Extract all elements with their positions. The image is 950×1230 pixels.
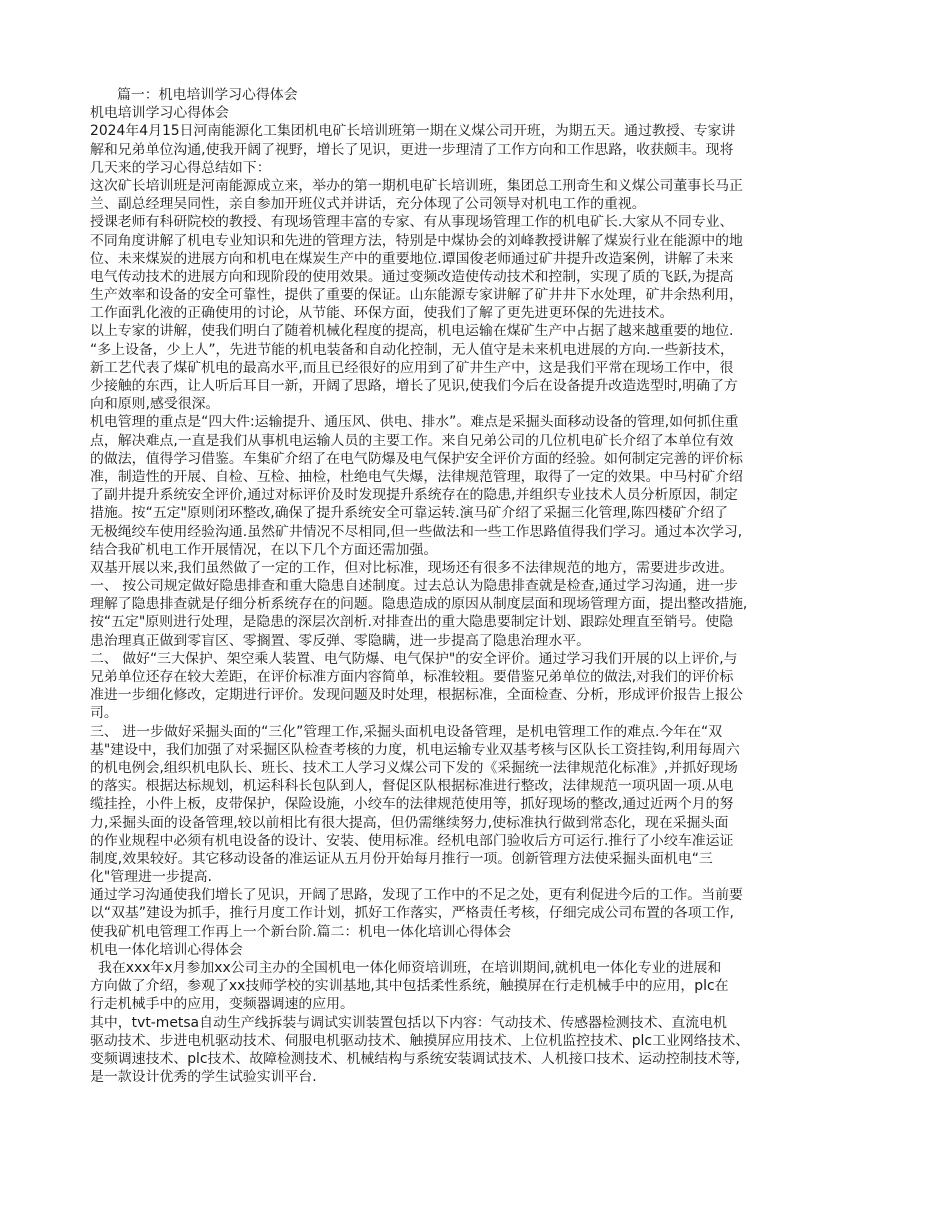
text-line: 司。 [90, 705, 118, 722]
text-line: 机电管理的重点是“四大件:运输提升、通压风、供电、排水”。难点是采掘头面移动设备的管理,如何抓住重 [90, 414, 739, 431]
text-line: 按“五定"原则进行处理，是隐患的深层次剖析.对排查出的重大隐患要制定计划、跟踪处理直至销号。使隐 [90, 614, 734, 631]
text-line: 缆挂拴，小件上板，皮带保护，保险设施，小绞车的法律规范使用等，抓好现场的整改,通过近两个月的努 [90, 796, 734, 813]
text-line: 的作业规程中必须有机电设备的设计、安装、使用标准。经机电部门验收后方可运行.推行了小绞车准运证 [90, 832, 734, 849]
text-line: 这次矿长培训班是河南能源成立来，举办的第一期机电矿长培训班，集团总工刑奇生和义煤公司董事长马正 [90, 177, 743, 194]
text-line: 使我矿机电管理工作再上一个新台阶.篇二：机电一体化培训心得体会 [90, 923, 512, 940]
text-line: 无极绳绞车使用经验沟通.虽然矿井情况不尽相同,但一些做法和一些工作思路值得我们学习。通过本次学习, [90, 523, 743, 540]
text-line: 2024年4月15日河南能源化工集团机电矿长培训班第一期在义煤公司开班，为期五天。通过教授、专家讲 [90, 123, 736, 140]
text-line: 的机电例会,组织机电队长、班长、技术工人学习义煤公司下发的《采掘统一法律规范化标准》,并抓好现场 [90, 759, 738, 776]
text-line: 以上专家的讲解，使我们明白了随着机械化程度的提高，机电运输在煤矿生产中占据了越来越重要的地位. [90, 323, 734, 340]
text-line: 驱动技术、步进电机驱动技术、伺服电机驱动技术、触摸屏应用技术、上位机监控技术、plc工业网络技术、 [90, 1032, 750, 1049]
text-line: 方向做了介绍，参观了xx技师学校的实训基地,其中包括柔性系统，触摸屏在行走机械手中的应用，plc在 [90, 978, 729, 995]
text-line: 二、 做好“三大保护、架空乘人装置、电气防爆、电气保护"的安全评价。通过学习我们开展的以上评价,与 [90, 650, 738, 667]
text-line: 化"管理进一步提高. [90, 869, 212, 886]
text-line: 以“双基”建设为抓手，推行月度工作计划，抓好工作落实，严格责任考核，仔细完成公司布置的各项工作, [90, 905, 734, 922]
text-line: 力,采掘头面的设备管理,较以前相比有很大提高，但仍需继续努力,使标准执行做到常态化，现在采掘头面 [90, 814, 729, 831]
text-line: 通过学习沟通使我们增长了见识，开阔了思路，发现了工作中的不足之处，更有利促进今后的工作。当前要 [90, 887, 743, 904]
text-line: 的做法，值得学习借鉴。车集矿介绍了在电气防爆及电气保护安全评价方面的经验。如何制定完善的评价标 [90, 450, 743, 467]
text-line: 一、 按公司规定做好隐患排查和重大隐患自述制度。过去总认为隐患排查就是检查,通过学习沟通，进一步 [90, 578, 738, 595]
text-line: 新工艺代表了煤矿机电的最高水平,而且已经很好的应用到了矿井生产中，这是我们平常在现场工作中，很 [90, 359, 734, 376]
text-line: 制度,效果较好。其它移动设备的准运证从五月份开始每月推行一项。创新管理方法使采掘头面机电“三 [90, 850, 713, 867]
text-line: 措施。按“五定"原则闭环整改,确保了提升系统安全可靠运转.演马矿介绍了采掘三化管理,陈四楼矿介绍了 [90, 505, 729, 522]
text-line: 我在xxx年x月参加xx公司主办的全国机电一体化师资培训班，在培训期间,就机电一体化专业的进展和 [98, 960, 722, 976]
text-line: 准进一步细化修改，定期进行评价。发现问题及时处理，根据标准，全面检查、分析，形成评价报告上报公 [90, 687, 743, 704]
document-body [90, 86, 865, 1086]
text-line: 了副井提升系统安全评价,通过对标评价及时发现提升系统存在的隐患,并组织专业技术人员分析原因，制定 [90, 487, 738, 504]
text-line: 向和原则,感受很深。 [90, 396, 220, 413]
text-line: 少接触的东西，让人听后耳目一新，开阔了思路，增长了见识,使我们今后在设备提升改造选型时,明确了方 [90, 378, 738, 394]
text-line: 是一款设计优秀的学生试验实训平台. [90, 1069, 317, 1086]
text-line: 兰、副总经理吴同性，亲自参加开班仪式并讲话，充分体现了公司领导对机电工作的重视。 [90, 196, 646, 213]
text-line: 兄弟单位还存在较大差距，在评价标准方面内容简单，标准较粗。要借鉴兄弟单位的做法,对我们的评价标 [90, 669, 734, 685]
text-line: 准，制造性的开展、自检、互检、抽检，杜绝电气失爆，法律规范管理，取得了一定的效果。中马村矿介绍 [90, 468, 743, 485]
text-line: 三、 进一步做好采掘头面的“三化”管理工作,采掘头面机电设备管理，是机电管理工作的难点.今年在“双 [90, 723, 723, 740]
text-line: 行走机械手中的应用，变频器调速的应用。 [90, 996, 354, 1013]
second-article-title: 机电一体化培训心得体会 [90, 941, 243, 958]
article-heading: 篇一：机电培训学习心得体会 [117, 87, 298, 103]
text-line: 授课老师有科研院校的教授、有现场管理丰富的专家、有从事现场管理工作的机电矿长.大家从不同专业、 [90, 214, 734, 231]
text-line: 不同角度讲解了机电专业知识和先进的管理方法，特别是中煤协会的刘峰教授讲解了煤炭行业在能源中的地 [90, 232, 743, 249]
text-line: 其中，tvt-metsa自动生产线拆装与调试实训装置包括以下内容：气动技术、传感器检测技术、直流电机 [90, 1014, 727, 1031]
text-line: 结合我矿机电工作开展情况，在以下几个方面还需加强。 [90, 541, 438, 558]
text-line: “多上设备，少上人”，先进节能的机电装备和自动化控制，无人值守是未来机电进展的方向.一些新技术， [90, 341, 734, 358]
text-line: 几天来的学习心得总结如下： [90, 159, 271, 176]
text-line: 位、未来煤炭的进展方向和机电在煤炭生产中的重要地位.谭国俊老师通过矿井提升改造案例，讲解了未来 [90, 250, 734, 267]
text-line: 变频调速技术、plc技术、故障检测技术、机械结构与系统安装调试技术、人机接口技术、运动控制技术等, [90, 1050, 740, 1067]
text-line: 工作面乳化液的正确使用的讨论，从节能、环保方面，使我们了解了更先进更环保的先进技术。 [90, 305, 674, 322]
article-title: 机电培训学习心得体会 [90, 105, 229, 122]
text-line: 生产效率和设备的安全可靠性，提供了重要的保证。山东能源专家讲解了矿井井下水处理，矿井余热利用， [90, 287, 743, 304]
text-line: 患治理真正做到零盲区、零搁置、零反弹、零隐瞒，进一步提高了隐患治理水平。 [90, 632, 591, 649]
text-line: 点，解决难点,一直是我们从事机电运输人员的主要工作。来自兄弟公司的几位机电矿长介绍了本单位有效 [90, 432, 734, 449]
text-line: 电气传动技术的进展方向和现阶段的使用效果。通过变频改造使传动技术和控制，实现了质的飞跃,为提高 [90, 268, 734, 285]
text-line: 理解了隐患排查就是仔细分析系统存在的问题。隐患造成的原因从制度层面和现场管理方面，提出整改措施, [90, 596, 748, 613]
text-line: 双基开展以来,我们虽然做了一定的工作，但对比标准，现场还有很多不法律规范的地方，需要进步改进。 [90, 559, 734, 576]
text-line: 基"建设中，我们加强了对采掘区队检查考核的力度，机电运输专业双基考核与区队长工资挂钩,利用每周六 [90, 741, 740, 758]
text-line: 的落实。根据达标规划，机运科科长包队到人，督促区队根据标准进行整改，法律规范一项巩固一项.从电 [90, 778, 734, 795]
text-line: 解和兄弟单位沟通,使我开阔了视野，增长了见识，更进一步理清了工作方向和工作思路，收获颇丰。现将 [90, 141, 734, 158]
